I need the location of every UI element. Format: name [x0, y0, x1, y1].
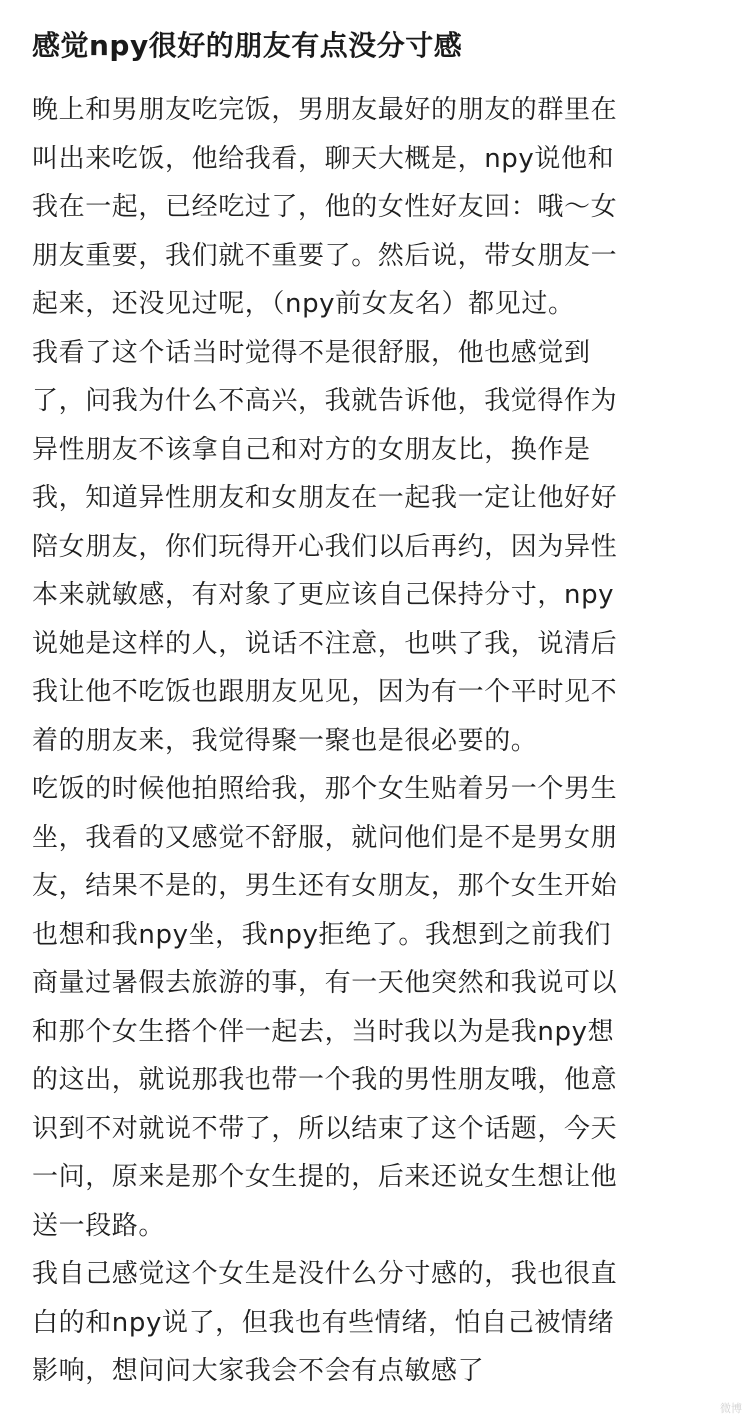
paragraph-line: 白的和npy说了，但我也有些情绪，怕自己被情绪	[32, 1307, 615, 1338]
paragraph-line: 了，问我为什么不高兴，我就告诉他，我觉得作为	[32, 386, 618, 416]
paragraph-line: 说她是这样的人，说话不注意，也哄了我，说清后	[32, 628, 618, 659]
paragraph-line: 我自己感觉这个女生是没什么分寸感的，我也很直	[32, 1259, 618, 1289]
paragraph-line: 我让他不吃饭也跟朋友见见，因为有一个平时见不	[32, 677, 618, 707]
watermark-text: 微博	[720, 1402, 742, 1415]
paragraph-line: 我，知道异性朋友和女朋友在一起我一定让他好好	[32, 483, 618, 513]
post-body	[32, 86, 722, 1396]
post-title: 感觉npy很好的朋友有点没分寸感	[32, 29, 463, 62]
paragraph-line: 晚上和男朋友吃完饭，男朋友最好的朋友的群里在	[32, 95, 618, 125]
paragraph-line: 起来，还没见过呢，（npy前女友名）都见过。	[32, 289, 575, 319]
post-container	[32, 18, 722, 1396]
paragraph-line: 和那个女生搭个伴一起去，当时我以为是我npy想	[32, 1016, 615, 1047]
paragraph-line: 的这出，就说那我也带一个我的男性朋友哦，他意	[32, 1065, 618, 1095]
paragraph-line: 叫出来吃饭，他给我看，聊天大概是，npy说他和	[32, 143, 615, 174]
post-paragraph	[32, 765, 722, 1250]
post-paragraph	[32, 86, 722, 329]
paragraph-line: 我在一起，已经吃过了，他的女性好友回：哦～女	[32, 192, 618, 222]
post-paragraph	[32, 329, 722, 766]
paragraph-line: 着的朋友来，我觉得聚一聚也是很必要的。	[32, 725, 538, 756]
paragraph-line: 吃饭的时候他拍照给我，那个女生贴着另一个男生	[32, 774, 618, 804]
paragraph-line: 异性朋友不该拿自己和对方的女朋友比，换作是	[32, 434, 591, 465]
paragraph-line: 送一段路。	[32, 1210, 166, 1241]
paragraph-line: 影响，想问问大家我会不会有点敏感了	[32, 1356, 485, 1386]
post-paragraph	[32, 1250, 722, 1396]
paragraph-line: 一问，原来是那个女生提的，后来还说女生想让他	[32, 1162, 618, 1192]
paragraph-line: 也想和我npy坐，我npy拒绝了。我想到之前我们	[32, 919, 612, 950]
paragraph-line: 商量过暑假去旅游的事，有一天他突然和我说可以	[32, 968, 618, 998]
paragraph-line: 朋友重要，我们就不重要了。然后说，带女朋友一	[32, 240, 618, 271]
paragraph-line: 本来就敏感，有对象了更应该自己保持分寸，npy	[32, 580, 615, 610]
paragraph-line: 陪女朋友，你们玩得开心我们以后再约，因为异性	[32, 531, 618, 562]
paragraph-line: 我看了这个话当时觉得不是很舒服，他也感觉到	[32, 337, 591, 368]
paragraph-line: 友，结果不是的，男生还有女朋友，那个女生开始	[32, 871, 618, 901]
paragraph-line: 坐，我看的又感觉不舒服，就问他们是不是男女朋	[32, 822, 618, 853]
paragraph-line: 识到不对就说不带了，所以结束了这个话题，今天	[32, 1113, 618, 1144]
